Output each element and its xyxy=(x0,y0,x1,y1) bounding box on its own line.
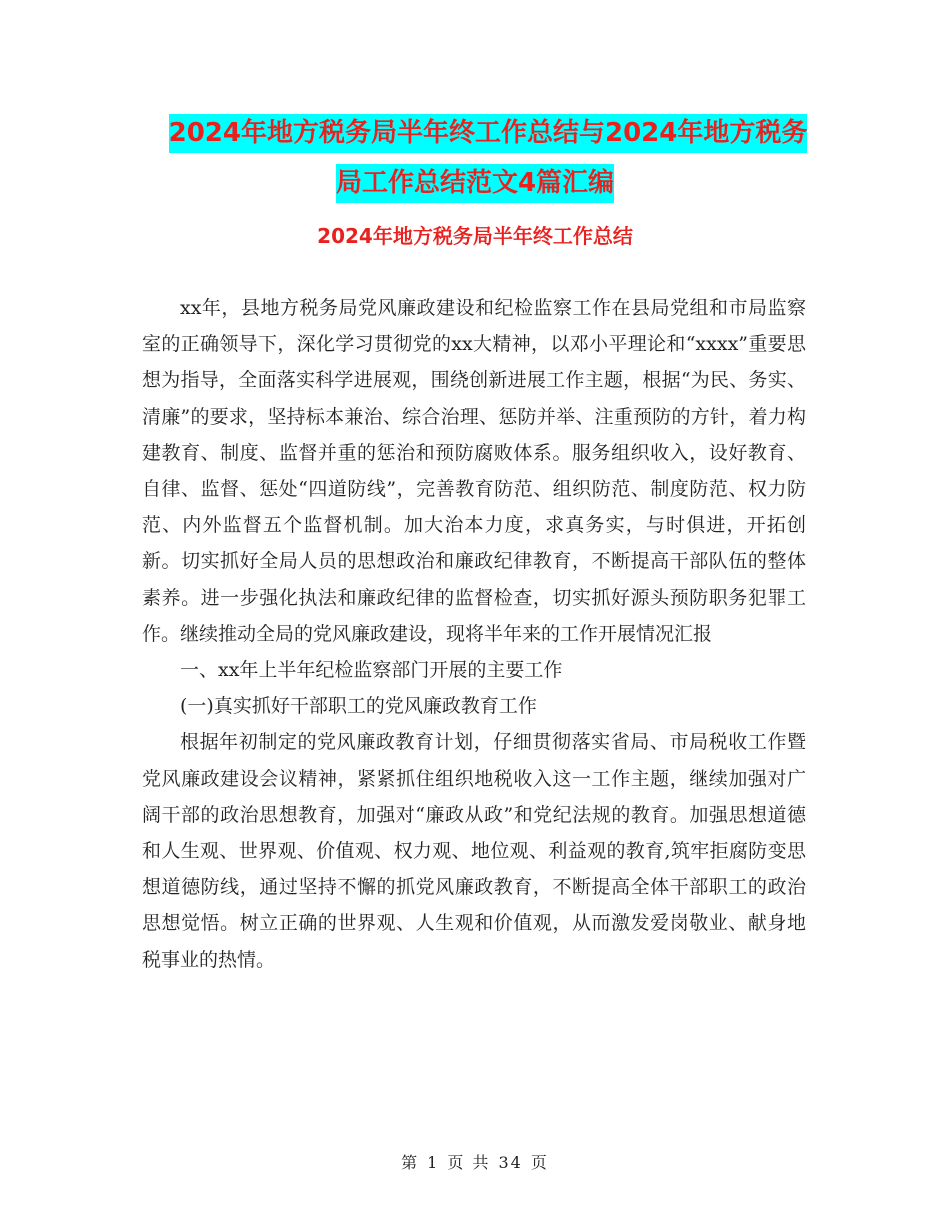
footer-total-pages: 34 xyxy=(498,1153,523,1172)
footer-prefix: 第 xyxy=(401,1153,420,1172)
document-title xyxy=(140,108,810,208)
footer-middle: 页 共 xyxy=(447,1153,491,1172)
heading-level-2: (一)真实抓好干部职工的党风廉政教育工作 xyxy=(180,695,537,718)
footer-suffix: 页 xyxy=(530,1153,549,1172)
paragraph-intro: xx年，县地方税务局党风廉政建设和纪检监察工作在县局党组和市局监察室的正确领导下，深化学习贯彻党的xx大精神，以邓小平理论和“xxxx”重要思想为指导，全面落实科学进展观，围绕创新进展工作主题，根据“为民、务实、清廉”的要求，坚持标本兼治、综合治理、惩防并举、注重预防的方针，着力构建教育、制度、监督并重的惩治和预防腐败体系。服务组织收入，设好教育、自律、监督、惩处“四道防线”，完善教育防范、组织防范、制度防范、权力防范、内外监督五个监督机制。加大治本力度，求真务实，与时俱进，开拓创新。切实抓好全局人员的思想政治和廉政纪律教育，不断提高干部队伍的整体素养。进一步强化执法和廉政纪律的监督检查，切实抓好源头预防职务犯罪工作。继续推动全局的党风廉政建设，现将半年来的工作开展情况汇报 xyxy=(142,297,806,645)
paragraph-education: 根据年初制定的党风廉政教育计划，仔细贯彻落实省局、市局税收工作暨党风廉政建设会议精神，紧紧抓住组织地税收入这一工作主题，继续加强对广阔干部的政治思想教育，加强对“廉政从政”和党纪法规的教育。加强思想道德和人生观、世界观、价值观、权力观、地位观、利益观的教育,筑牢拒腐防变思想道德防线，通过坚持不懈的抓党风廉政教育，不断提高全体干部职工的政治思想觉悟。树立正确的世界观、人生观和价值观，从而激发爱岗敬业、献身地税事业的热情。 xyxy=(142,731,806,971)
document-body xyxy=(142,290,806,978)
footer-page-number: 1 xyxy=(427,1153,440,1172)
heading-level-1: 一、xx年上半年纪检监察部门开展的主要工作 xyxy=(180,659,563,682)
page-footer xyxy=(0,1150,950,1173)
title-line-1: 2024年地方税务局半年终工作总结与2024年地方税务 xyxy=(169,114,808,153)
title-line-2: 局工作总结范文4篇汇编 xyxy=(336,164,614,203)
section-title: 2024年地方税务局半年终工作总结 xyxy=(317,224,633,248)
